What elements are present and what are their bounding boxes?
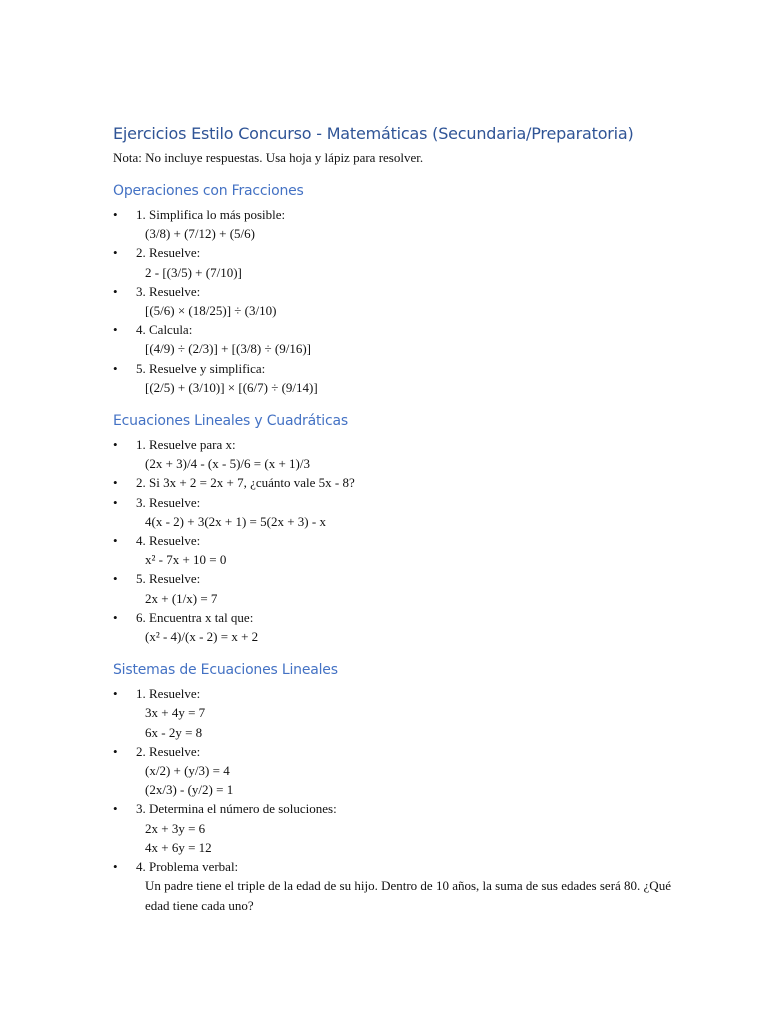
document-note: Nota: No incluye respuestas. Usa hoja y lápiz para resolver.	[113, 150, 424, 165]
exercise-label: 1. Resuelve para x:	[136, 437, 236, 453]
bullet-icon: •	[113, 609, 118, 625]
document-title: Ejercicios Estilo Concurso - Matemáticas (Secundaria/Preparatoria)	[113, 124, 634, 143]
exercise-label: 4. Calcula:	[136, 322, 193, 338]
exercise-expression: (3/8) + (7/12) + (5/6)	[145, 226, 255, 242]
exercise-label: 5. Resuelve:	[136, 571, 201, 587]
bullet-icon: •	[113, 686, 118, 702]
exercise-label: 1. Resuelve:	[136, 686, 201, 702]
exercise-item	[113, 569, 673, 607]
exercise-expression: [(4/9) ÷ (2/3)] + [(3/8) ÷ (9/16)]	[145, 341, 311, 357]
exercise-item	[113, 205, 673, 243]
exercise-label: 3. Resuelve:	[136, 283, 201, 299]
section	[113, 183, 673, 397]
exercise-item	[113, 282, 673, 320]
exercise-expression: 6x - 2y = 8	[145, 724, 203, 740]
bullet-icon: •	[113, 437, 118, 453]
exercise-label: 6. Encuentra x tal que:	[136, 609, 254, 625]
exercise-item	[113, 799, 673, 857]
bullet-icon: •	[113, 494, 118, 510]
exercise-expression: 2x + (1/x) = 7	[145, 590, 218, 606]
bullet-icon: •	[113, 475, 118, 491]
exercise-expression: [(2/5) + (3/10)] × [(6/7) ÷ (9/14)]	[145, 379, 318, 395]
exercise-label: 4. Problema verbal:	[136, 859, 239, 875]
exercise-label: 5. Resuelve y simplifica:	[136, 360, 266, 376]
exercise-item	[113, 742, 673, 800]
bullet-icon: •	[113, 859, 118, 875]
bullet-icon: •	[113, 360, 118, 376]
exercise-item	[113, 531, 673, 569]
exercise-expression: (x/2) + (y/3) = 4	[145, 763, 230, 779]
exercise-label: 2. Resuelve:	[136, 743, 201, 759]
bullet-icon: •	[113, 322, 118, 338]
exercise-label: 3. Resuelve:	[136, 494, 201, 510]
exercise-item	[113, 359, 673, 397]
exercise-item	[113, 857, 673, 915]
exercise-label: 1. Simplifica lo más posible:	[136, 207, 286, 222]
exercise-expression: (x² - 4)/(x - 2) = x + 2	[145, 629, 259, 645]
exercise-expression: x² - 7x + 10 = 0	[145, 552, 227, 568]
section-title: Ecuaciones Lineales y Cuadráticas	[113, 413, 348, 430]
exercise-expression: [(5/6) × (18/25)] ÷ (3/10)	[145, 303, 277, 319]
exercise-expression: 2 - [(3/5) + (7/10)]	[145, 264, 242, 280]
exercise-item	[113, 608, 673, 646]
exercise-label: 2. Resuelve:	[136, 245, 201, 261]
section	[113, 413, 673, 646]
exercise-item	[113, 435, 673, 473]
exercise-paragraph: Un padre tiene el triple de la edad de su hijo. Dentro de 10 años, la suma de sus edades será 80. ¿Qué edad tiene cada uno?	[145, 878, 671, 913]
bullet-icon: •	[113, 571, 118, 587]
exercise-list	[113, 684, 673, 914]
exercise-expression: (2x + 3)/4 - (x - 5)/6 = (x + 1)/3	[145, 456, 310, 472]
exercise-list	[113, 435, 673, 646]
exercise-label: 2. Si 3x + 2 = 2x + 7, ¿cuánto vale 5x - 8?	[136, 475, 355, 491]
section-title: Sistemas de Ecuaciones Lineales	[113, 662, 338, 679]
exercise-item	[113, 320, 673, 358]
section-title: Operaciones con Fracciones	[113, 183, 304, 199]
document-content	[113, 124, 673, 931]
exercise-item	[113, 243, 673, 281]
bullet-icon: •	[113, 533, 118, 549]
bullet-icon: •	[113, 801, 118, 817]
exercise-label: 4. Resuelve:	[136, 533, 201, 549]
exercise-list	[113, 205, 673, 397]
exercise-item	[113, 493, 673, 531]
exercise-expression: 3x + 4y = 7	[145, 705, 206, 721]
bullet-icon: •	[113, 743, 118, 759]
section	[113, 662, 673, 914]
exercise-item	[113, 684, 673, 742]
bullet-icon: •	[113, 245, 118, 261]
exercise-expression: 4(x - 2) + 3(2x + 1) = 5(2x + 3) - x	[145, 513, 326, 529]
exercise-label: 3. Determina el número de soluciones:	[136, 801, 337, 817]
exercise-item	[113, 473, 673, 492]
exercise-expression: 2x + 3y = 6	[145, 820, 206, 836]
bullet-icon: •	[113, 207, 118, 222]
sections-container	[113, 183, 673, 915]
exercise-expression: 4x + 6y = 12	[145, 839, 212, 855]
bullet-icon: •	[113, 283, 118, 299]
exercise-expression: (2x/3) - (y/2) = 1	[145, 782, 234, 798]
